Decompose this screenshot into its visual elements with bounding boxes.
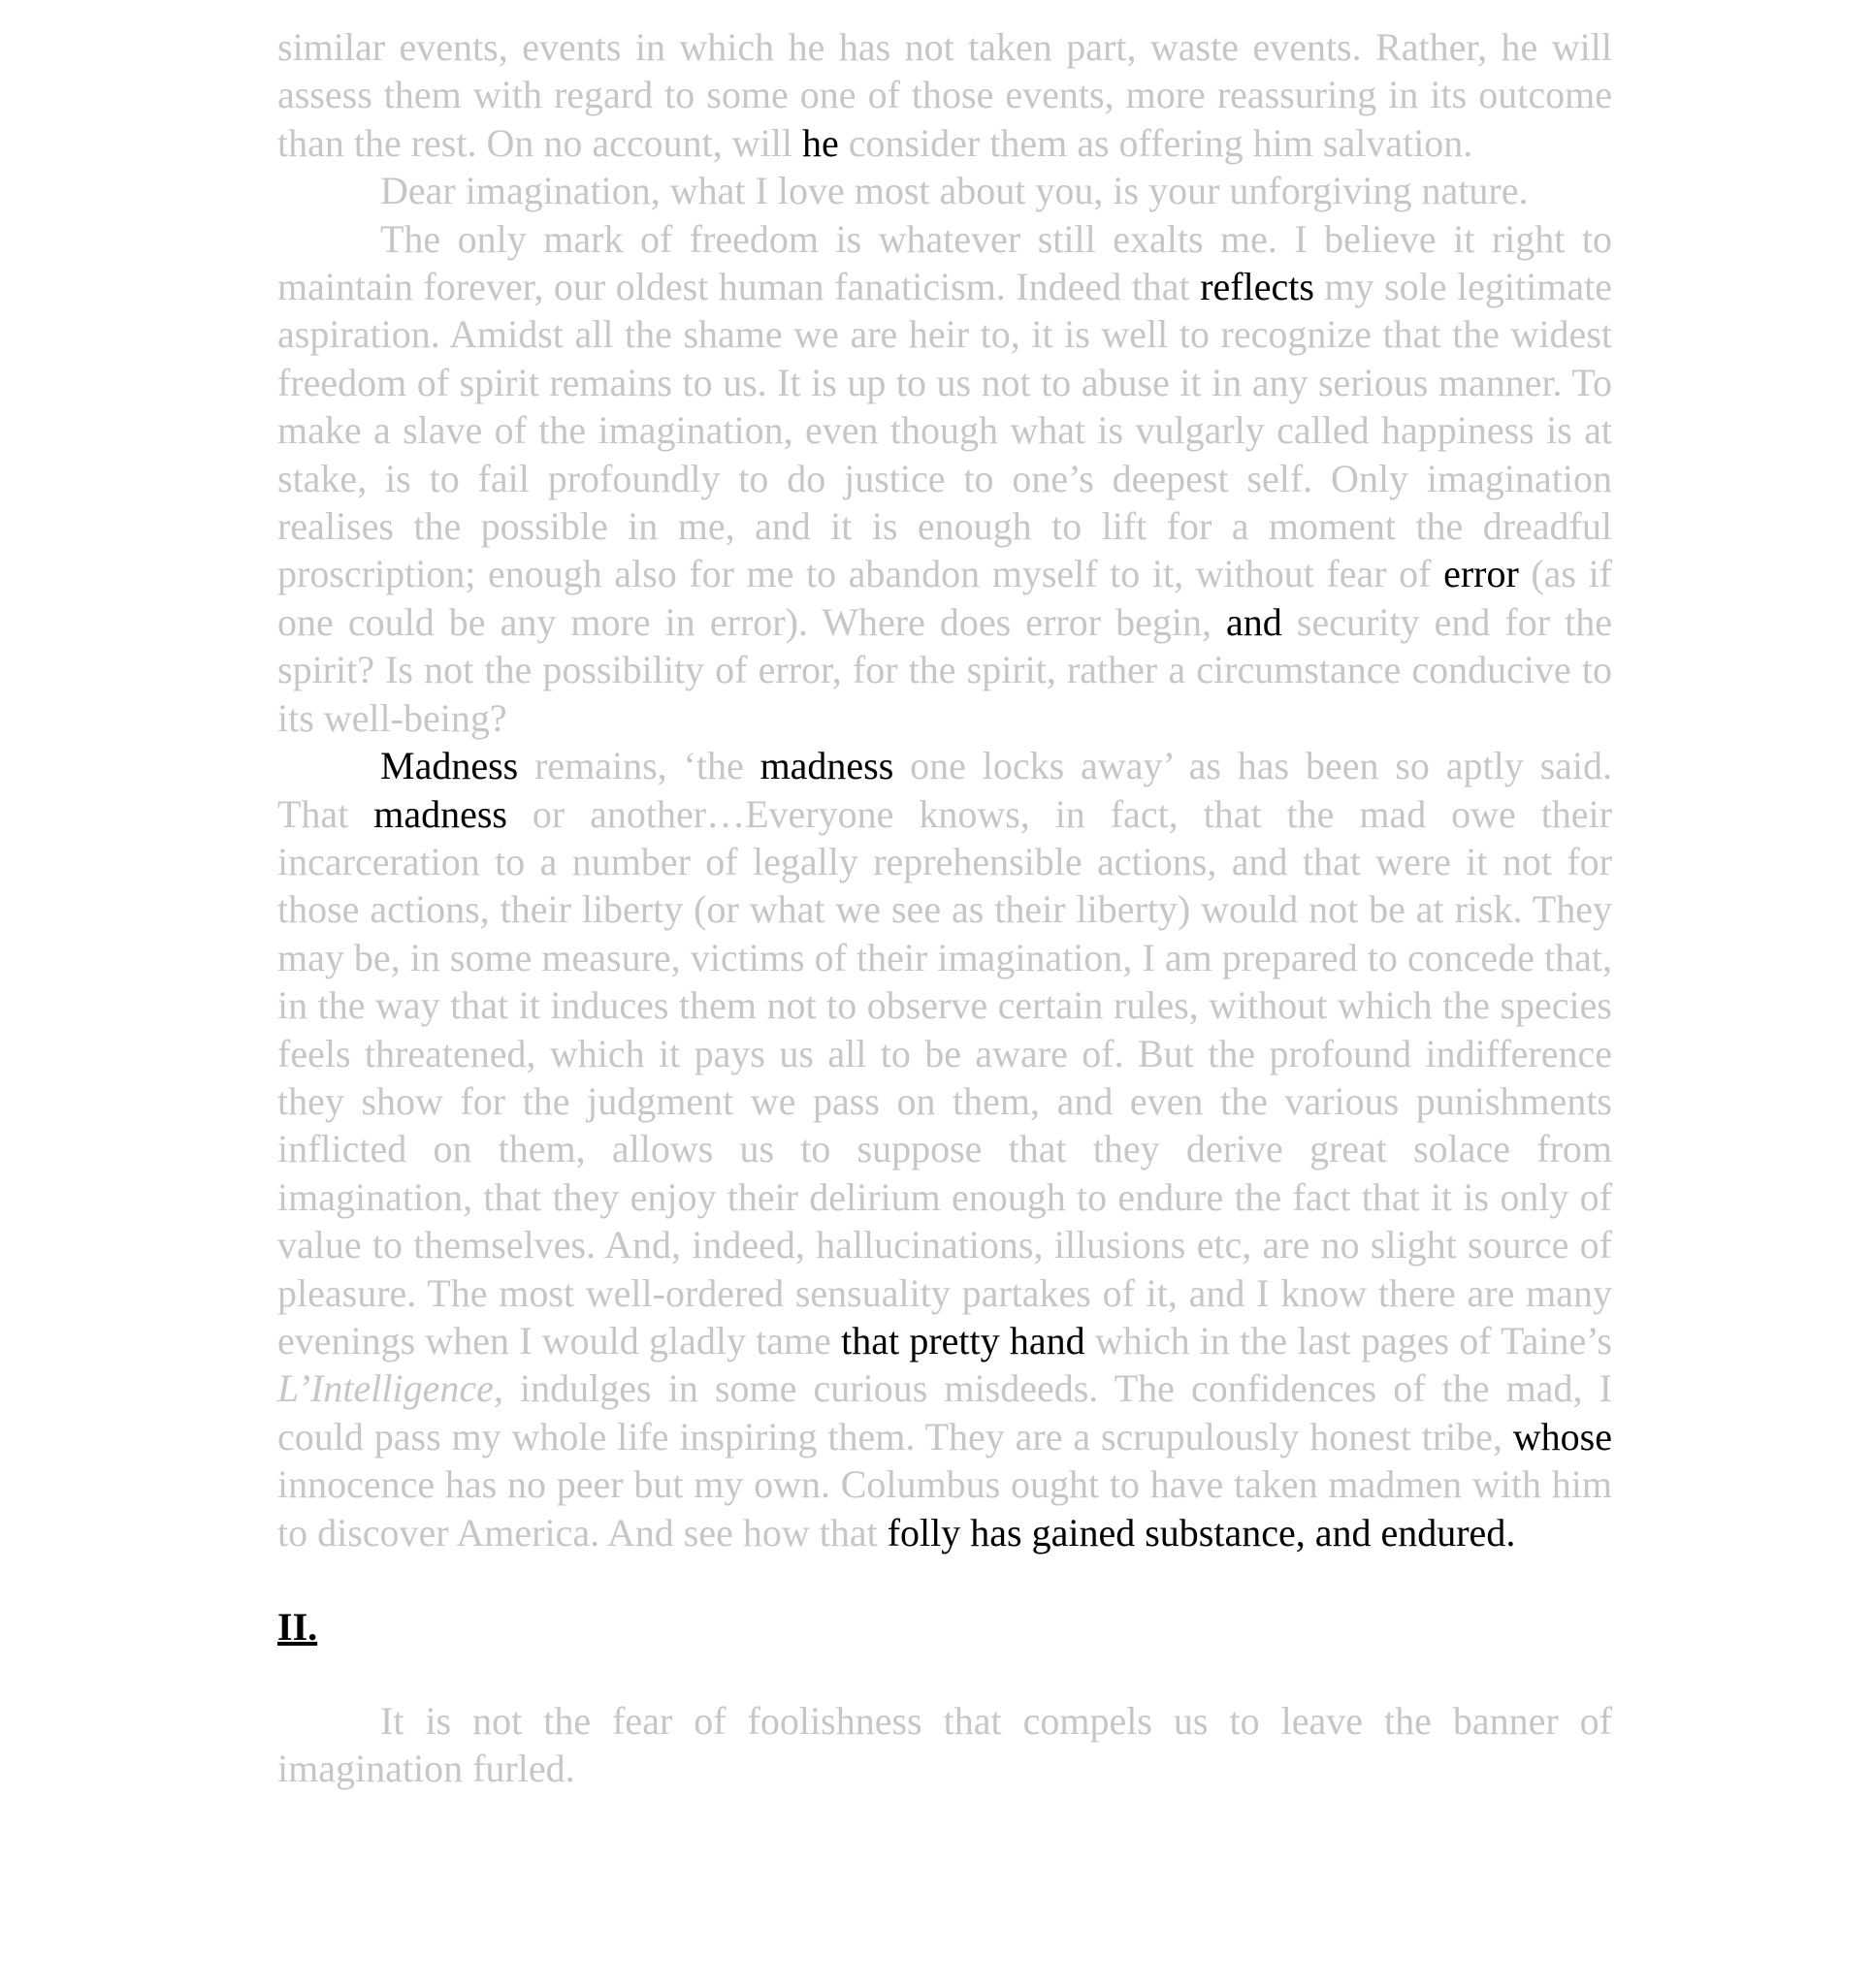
section-heading: II. — [277, 1605, 318, 1649]
faded-text: security end for the spirit? Is not the possibility of error, for the spirit, rather a circumstance conducive to its well-being? — [277, 599, 1612, 740]
faded-text: innocence has no peer but my own. Columbus ought to have taken madmen with him to discover America. And see how that — [277, 1462, 1612, 1555]
faded-text: or another…Everyone knows, in fact, that the mad owe their incarceration to a number of legally reprehensible actions, and that were it not for those actions, their liberty (or what we see as their liberty) would not be at risk. They may be, in some measure, victims of their imagination, I am prepared to concede that, in the way that it induces them not to observe certain rules, without which the species feels threatened, which it pays us all to be aware of. But the profound indifference they show for the judgment we pass on them, and even the various punishments inflicted on them, allows us to suppose that they derive great solace from imagination, that they enjoy their delirium enough to endure the fact that it is only of value to themselves. And, indeed, hallucinations, illusions etc, are no slight source of pleasure. The most well-ordered sensuality partakes of it, and I know there are many evenings when I would gladly tame — [277, 791, 1612, 1363]
highlighted-word: madness — [759, 744, 894, 788]
highlighted-word: Madness — [380, 744, 519, 788]
highlighted-word: he — [801, 120, 839, 165]
highlighted-phrase: folly has gained substance, and endured. — [887, 1510, 1516, 1555]
faded-text: my sole legitimate aspiration. Amidst all the shame we are heir to, it is well to recognize that the widest freedom of spirit remains to us. It is up to us not to abuse it in any serious manner. To make a slave of the imagination, even though what is vulgarly called happiness is at stake, is to fail profoundly to do justice to one’s deepest self. Only imagination realises the possible in me, and it is enough to lift for a moment the dreadful proscription; enough also for me to abandon myself to it, without fear of — [277, 265, 1612, 596]
paragraph-1 — [277, 23, 1612, 167]
book-title: L’Intelligence, — [277, 1366, 503, 1411]
faded-text: It is not the fear of foolishness that compels us to leave the banner of imagination furled. — [277, 1699, 1612, 1791]
document-page — [277, 23, 1612, 1793]
faded-text: The only mark of freedom is whatever still exalts me. I believe it right to maintain forever, our oldest human fanaticism. Indeed that — [277, 216, 1612, 309]
faded-text: indulges in some curious misdeeds. The confidences of the mad, I could pass my whole life inspiring them. They are a scrupulously honest tribe, — [277, 1366, 1612, 1459]
highlighted-word: and — [1226, 599, 1282, 644]
highlighted-word: reflects — [1200, 265, 1314, 309]
highlighted-word: whose — [1512, 1414, 1612, 1459]
paragraph-4 — [277, 742, 1612, 1556]
highlighted-word: error — [1443, 552, 1519, 596]
highlighted-word: madness — [373, 791, 507, 836]
faded-text: remains, ‘the — [518, 744, 760, 788]
paragraph-2 — [277, 167, 1612, 214]
faded-text: one locks away’ as has been so aptly said. That — [277, 744, 1612, 836]
paragraph-3 — [277, 215, 1612, 742]
faded-text: consider them as offering him salvation. — [838, 120, 1473, 165]
faded-text: which in the last pages of Taine’s — [1084, 1318, 1612, 1363]
highlighted-phrase: that pretty hand — [841, 1318, 1085, 1363]
faded-text: (as if one could be any more in error). Where does error begin, — [277, 552, 1612, 644]
faded-text: Dear imagination, what I love most about you, is your unforgiving nature. — [380, 169, 1529, 213]
paragraph-5 — [277, 1697, 1612, 1793]
faded-text: similar events, events in which he has not taken part, waste events. Rather, he will assess them with regard to some one of those events, more reassuring in its outcome than the rest. On no account, will — [277, 25, 1612, 165]
